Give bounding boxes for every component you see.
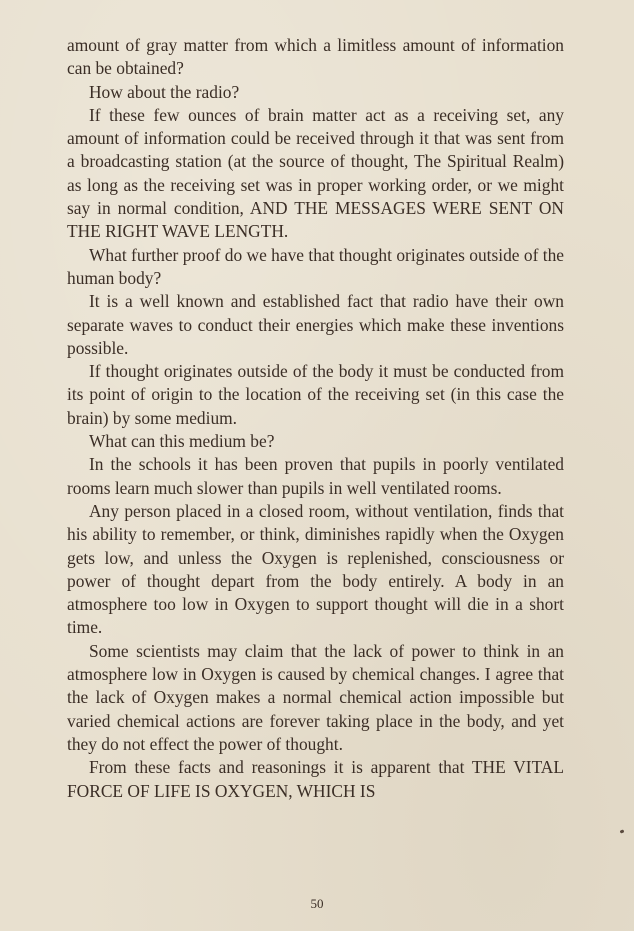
- paragraph-conclusion: From these facts and reasonings it is apparent that THE VITAL FORCE OF LIFE IS OXYGEN, WHICH IS: [67, 757, 564, 801]
- paragraph-schools: In the schools it has been proven that pupils in poorly ventilated rooms learn much slower than pupils in well ventilated rooms.: [67, 454, 564, 498]
- page-number: 50: [310, 896, 324, 911]
- paragraph-further-proof: What further proof do we have that thought originates outside of the human body?: [67, 244, 564, 288]
- paragraph-closed-room: Any person placed in a closed room, without ventilation, finds that his ability to remember, or think, diminishes rapidly when the Oxygen gets low, and unless the Oxygen is replenished, consciousness or power of thought depart from the body entirely. A body in an atmosphere too low in Oxygen to support thought will die in a short time.: [67, 500, 564, 638]
- body-text: [67, 34, 564, 803]
- paragraph-scientists: Some scientists may claim that the lack of power to think in an atmosphere low in Oxygen is caused by chemical changes. I agree that the lack of Oxygen makes a normal chemical action impossible but varied chemical actions are forever taking place in the body, and yet they do not effect the power of thought.: [67, 640, 564, 754]
- paragraph-radio-waves: It is a well known and established fact that radio have their own separate waves to conduct their energies which make these inventions possible.: [67, 291, 564, 358]
- paragraph-medium: If thought originates outside of the body it must be conducted from its point of origin to the location of the receiving set (in this case the brain) by some medium.: [67, 361, 564, 428]
- paragraph-radio-question: How about the radio?: [89, 81, 240, 102]
- paper-speck: [620, 829, 625, 833]
- paragraph-receiving-set: If these few ounces of brain matter act as a receiving set, any amount of information could be received through it that was sent from a broadcasting station (at the source of thought, The Spiritual Realm) as long as the receiving set was in proper working order, or we might say in normal condition, AND THE MESSAGES WERE SENT ON THE RIGHT WAVE LENGTH.: [67, 104, 564, 242]
- paragraph-medium-question: What can this medium be?: [89, 431, 275, 452]
- paragraph-continuation: amount of gray matter from which a limitless amount of information can be obtained?: [67, 35, 564, 79]
